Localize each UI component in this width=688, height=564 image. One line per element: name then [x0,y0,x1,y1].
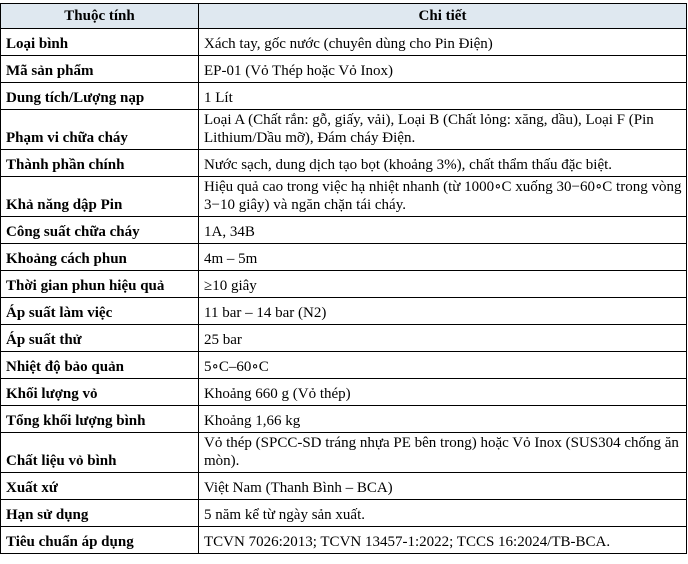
row-detail: Hiệu quả cao trong việc hạ nhiệt nhanh (từ 1000∘C xuống 30−60∘C trong vòng 3−10 giây) và ngăn chặn tái cháy. [199,177,687,217]
row-detail: Việt Nam (Thanh Bình – BCA) [199,473,687,500]
row-attribute: Tiêu chuẩn áp dụng [1,527,199,554]
row-attribute: Dung tích/Lượng nạp [1,83,199,110]
row-attribute: Phạm vi chữa cháy [1,110,199,150]
row-attribute: Tổng khối lượng bình [1,406,199,433]
row-detail: Loại A (Chất rắn: gỗ, giấy, vải), Loại B (Chất lỏng: xăng, dầu), Loại F (Pin Lithium/Dầu mỡ), Đám cháy Điện. [199,110,687,150]
row-attribute: Khoảng cách phun [1,244,199,271]
row-detail: 1 Lít [199,83,687,110]
table-row [1,500,687,527]
table-row [1,83,687,110]
row-detail: Vỏ thép (SPCC-SD tráng nhựa PE bên trong) hoặc Vỏ Inox (SUS304 chống ăn mòn). [199,433,687,473]
table-row [1,527,687,554]
row-detail: Xách tay, gốc nước (chuyên dùng cho Pin Điện) [199,29,687,56]
row-attribute: Nhiệt độ bảo quản [1,352,199,379]
row-attribute: Áp suất làm việc [1,298,199,325]
table-row [1,473,687,500]
row-detail: 1A, 34B [199,217,687,244]
table-row [1,298,687,325]
table-row [1,56,687,83]
row-attribute: Chất liệu vỏ bình [1,433,199,473]
row-attribute: Khả năng dập Pin [1,177,199,217]
row-attribute: Loại bình [1,29,199,56]
row-detail: Khoảng 1,66 kg [199,406,687,433]
row-detail: ≥10 giây [199,271,687,298]
row-detail: 4m – 5m [199,244,687,271]
row-detail: 11 bar – 14 bar (N2) [199,298,687,325]
table-row [1,325,687,352]
table-row [1,217,687,244]
spec-table-body [1,29,687,554]
row-detail: EP-01 (Vỏ Thép hoặc Vỏ Inox) [199,56,687,83]
header-row [1,4,687,29]
row-detail: 5 năm kể từ ngày sản xuất. [199,500,687,527]
row-detail: 25 bar [199,325,687,352]
table-row [1,150,687,177]
table-row [1,244,687,271]
row-attribute: Công suất chữa cháy [1,217,199,244]
row-detail: TCVN 7026:2013; TCVN 13457-1:2022; TCCS 16:2024/TB-BCA. [199,527,687,554]
table-row [1,29,687,56]
row-attribute: Áp suất thử [1,325,199,352]
header-attribute: Thuộc tính [1,4,199,29]
row-detail: 5∘C–60∘C [199,352,687,379]
table-row [1,433,687,473]
header-detail: Chi tiết [199,4,687,29]
row-attribute: Thời gian phun hiệu quả [1,271,199,298]
row-attribute: Xuất xứ [1,473,199,500]
table-row [1,352,687,379]
row-detail: Nước sạch, dung dịch tạo bọt (khoảng 3%), chất thẩm thấu đặc biệt. [199,150,687,177]
table-row [1,379,687,406]
table-row [1,406,687,433]
row-attribute: Mã sản phẩm [1,56,199,83]
row-detail: Khoảng 660 g (Vỏ thép) [199,379,687,406]
row-attribute: Khối lượng vỏ [1,379,199,406]
row-attribute: Hạn sử dụng [1,500,199,527]
table-row [1,271,687,298]
spec-table [0,3,687,554]
table-row [1,110,687,150]
row-attribute: Thành phần chính [1,150,199,177]
table-row [1,177,687,217]
